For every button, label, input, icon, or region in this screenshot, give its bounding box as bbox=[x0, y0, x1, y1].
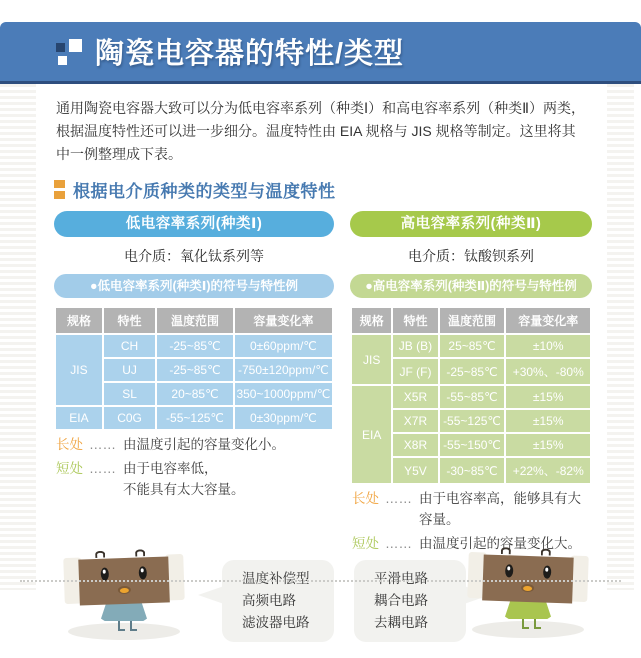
cons-text-line1: 由于电容率低， bbox=[123, 461, 218, 476]
cons-dots: …… bbox=[385, 536, 412, 551]
mascot-shadow bbox=[68, 623, 180, 640]
bubble-line: 耦合电路 bbox=[374, 593, 428, 608]
bubble-line: 去耦电路 bbox=[374, 615, 428, 630]
low-dielectric-label: 电介质：氧化钛系列等 bbox=[124, 248, 264, 264]
section-header bbox=[52, 177, 591, 202]
cons-text: 由温度引起的容量变化大。 bbox=[419, 536, 581, 551]
range-cell: -55~85℃ bbox=[440, 386, 505, 408]
low-mascot-row bbox=[54, 556, 334, 658]
change-cell: +30%、-80% bbox=[506, 359, 590, 384]
range-cell: -25~85℃ bbox=[157, 359, 233, 381]
low-applications-bubble bbox=[222, 560, 334, 642]
high-pros-row bbox=[350, 488, 592, 530]
change-cell: ±15% bbox=[506, 434, 590, 456]
spec-cell: JIS bbox=[56, 335, 102, 405]
char-cell: X8R bbox=[393, 434, 437, 456]
char-cell: JB (B) bbox=[393, 335, 437, 357]
high-cons-row bbox=[350, 533, 592, 554]
char-cell: C0G bbox=[104, 407, 155, 429]
range-cell: -55~125℃ bbox=[157, 407, 233, 429]
table-row bbox=[352, 386, 590, 408]
high-characteristics-table bbox=[350, 306, 592, 485]
char-cell: X5R bbox=[393, 386, 437, 408]
range-cell: -55~125℃ bbox=[440, 410, 505, 432]
table-row bbox=[56, 335, 332, 357]
char-cell: X7R bbox=[393, 410, 437, 432]
mascot-eye bbox=[101, 568, 109, 581]
column-header: 容量变化率 bbox=[506, 308, 590, 333]
pros-label: 长处 bbox=[56, 437, 83, 452]
column-header: 特性 bbox=[393, 308, 437, 333]
high-mascot-row bbox=[350, 554, 592, 658]
title-squares-icon bbox=[56, 38, 83, 66]
char-cell: Y5V bbox=[393, 458, 437, 483]
section-title: 根据电介质种类的类型与温度特性 bbox=[73, 182, 336, 201]
low-cons-row bbox=[54, 458, 334, 500]
bubble-line: 滤波器电路 bbox=[242, 615, 310, 630]
column-header: 温度范围 bbox=[157, 308, 233, 333]
cons-label: 短处 bbox=[352, 536, 379, 551]
range-cell: -55~150℃ bbox=[440, 434, 505, 456]
change-cell: -750±120ppm/℃ bbox=[235, 359, 332, 381]
low-table-title: ●低电容率系列(种类Ⅰ)的符号与特性例 bbox=[54, 274, 334, 298]
column-header: 特性 bbox=[104, 308, 155, 333]
change-cell: ±15% bbox=[506, 386, 590, 408]
column-header: 规格 bbox=[352, 308, 391, 333]
change-cell: +22%、-82% bbox=[506, 458, 590, 483]
mascot-shadow bbox=[472, 621, 584, 638]
table-row bbox=[56, 407, 332, 429]
change-cell: ±15% bbox=[506, 410, 590, 432]
char-cell: JF (F) bbox=[393, 359, 437, 384]
range-cell: -25~85℃ bbox=[157, 335, 233, 357]
low-series-header: 低电容率系列(种类Ⅰ) bbox=[54, 211, 334, 237]
capacitor-mascot-icon bbox=[62, 556, 186, 640]
pros-label: 长处 bbox=[352, 491, 379, 506]
mascot-body bbox=[467, 552, 589, 602]
cons-label: 短处 bbox=[56, 461, 83, 476]
table-row bbox=[352, 335, 590, 357]
bubble-line: 高频电路 bbox=[242, 593, 296, 608]
range-cell: 25~85℃ bbox=[440, 335, 505, 357]
range-cell: -30~85℃ bbox=[440, 458, 505, 483]
cons-text bbox=[123, 458, 245, 500]
range-cell: 20~85℃ bbox=[157, 383, 233, 405]
dotted-divider bbox=[20, 580, 621, 582]
column-header: 容量变化率 bbox=[235, 308, 332, 333]
high-series-header: 高电容率系列(种类Ⅱ) bbox=[350, 211, 592, 237]
mascot-eye bbox=[139, 566, 147, 579]
cons-text-line2: 不能具有太大容量。 bbox=[123, 482, 245, 497]
column-high-permittivity bbox=[350, 211, 592, 658]
page-header bbox=[0, 22, 641, 84]
low-pros-row bbox=[54, 434, 334, 455]
capacitor-mascot-icon bbox=[466, 554, 590, 638]
content-panel bbox=[36, 87, 607, 630]
pros-dots: …… bbox=[89, 437, 116, 452]
change-cell: 0±30ppm/℃ bbox=[235, 407, 332, 429]
section-bullet-icon bbox=[54, 180, 65, 199]
change-cell: 350~1000ppm/℃ bbox=[235, 383, 332, 405]
mascot-eye bbox=[505, 564, 513, 577]
low-characteristics-table bbox=[54, 306, 334, 431]
right-stripe-texture bbox=[607, 84, 634, 590]
high-applications-bubble bbox=[354, 560, 466, 642]
range-cell: -25~85℃ bbox=[440, 359, 505, 384]
change-cell: ±10% bbox=[506, 335, 590, 357]
page-title: 陶瓷电容器的特性/类型 bbox=[95, 38, 405, 70]
column-header: 规格 bbox=[56, 308, 102, 333]
two-column-layout bbox=[52, 211, 591, 658]
spec-cell: JIS bbox=[352, 335, 391, 384]
bubble-line: 温度补偿型 bbox=[242, 571, 310, 586]
char-cell: CH bbox=[104, 335, 155, 357]
spec-cell: EIA bbox=[56, 407, 102, 429]
mascot-body bbox=[63, 554, 185, 604]
char-cell: UJ bbox=[104, 359, 155, 381]
pros-text: 由于电容率高，能够具有大容量。 bbox=[419, 491, 581, 527]
table-header-row bbox=[352, 308, 590, 333]
pros-text: 由温度引起的容量变化小。 bbox=[123, 437, 285, 452]
intro-paragraph: 通用陶瓷电容器大致可以分为低电容率系列（种类Ⅰ）和高电容率系列（种类Ⅱ）两类，根据温度特性还可以进一步细分。温度特性由 EIA 规格与 JIS 规格等制定。这里将其中一例整理成下表。 bbox=[56, 100, 586, 162]
high-table-title: ●高电容率系列(种类Ⅱ)的符号与特性例 bbox=[350, 274, 592, 298]
bubble-line: 平滑电路 bbox=[374, 571, 428, 586]
left-stripe-texture bbox=[0, 84, 36, 590]
char-cell: SL bbox=[104, 383, 155, 405]
pros-dots: …… bbox=[385, 491, 412, 506]
mascot-mouth bbox=[118, 586, 131, 594]
column-header: 温度范围 bbox=[440, 308, 505, 333]
change-cell: 0±60ppm/℃ bbox=[235, 335, 332, 357]
spec-cell: EIA bbox=[352, 386, 391, 483]
cons-dots: …… bbox=[89, 461, 116, 476]
high-dielectric-label: 电介质：钛酸钡系列 bbox=[408, 248, 534, 264]
mascot-eye bbox=[543, 566, 551, 579]
table-header-row bbox=[56, 308, 332, 333]
mascot-mouth bbox=[521, 584, 534, 592]
column-low-permittivity bbox=[54, 211, 334, 658]
